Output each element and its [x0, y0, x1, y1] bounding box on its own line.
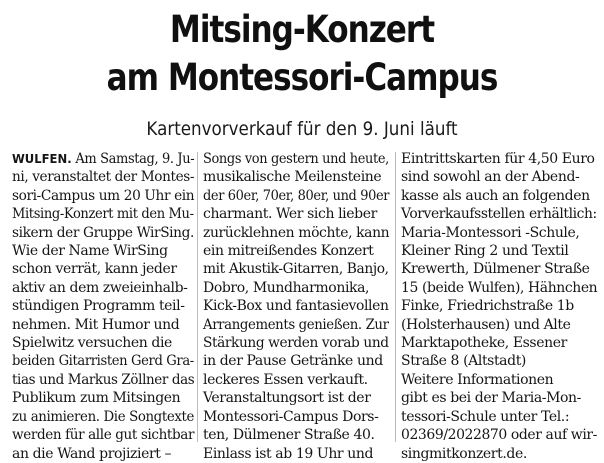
column-line: tias und Markus Zöllner das — [12, 371, 195, 388]
column-line: ni, veranstaltet der Montes- — [12, 169, 195, 186]
column-line: Wie der Name WirSing — [12, 243, 168, 260]
column-line: Songs von gestern und heute, — [203, 151, 389, 167]
column-line: singmitkonzert.de. — [401, 445, 527, 462]
column-line: Marktapotheke, Essener — [401, 335, 567, 352]
column-line: Maria-Montessori -Schule, — [401, 224, 580, 241]
column-line: zurücklehnen möchte, kann — [203, 224, 390, 241]
column-line: kasse als auch an folgenden — [401, 187, 590, 204]
column-line: gibt es bei der Maria-Mon- — [401, 390, 582, 407]
headline-line-2: am Montessori-Campus — [106, 56, 498, 99]
article-column-3 — [401, 150, 597, 463]
column-line: Kick-Box und fantasievollen — [203, 298, 389, 315]
column-line: beiden Gitarristen Gerd Gra- — [12, 353, 194, 370]
column-divider — [197, 152, 198, 442]
column-line-text: Am Samstag, 9. Ju- — [71, 151, 195, 167]
column-line: musikalische Meilensteine — [203, 169, 382, 186]
column-line: 15 (beide Wulfen), Hähnchen — [401, 279, 598, 296]
column-line: Veranstaltungsort ist der — [203, 390, 371, 407]
column-line: 02369/2022870 oder auf wir- — [401, 427, 597, 444]
column-line: ten, Dülmener Straße 40. — [203, 427, 375, 444]
column-line: Krewerth, Dülmener Straße — [401, 261, 590, 278]
column-line: Mitsing-Konzert mit den Mu- — [12, 206, 194, 223]
column-line: Kleiner Ring 2 und Textil — [401, 243, 569, 260]
column-divider — [395, 152, 396, 442]
column-line: sori-Campus um 20 Uhr ein — [12, 187, 195, 204]
column-line: aktiv an dem zweieinhalb- — [12, 279, 188, 296]
subheadline: Kartenvorverkauf für den 9. Juni läuft — [146, 118, 458, 140]
column-line: der 60er, 70er, 80er, und 90er — [203, 187, 390, 204]
column-line: charmant. Wer sich lieber — [203, 206, 377, 223]
column-line: tessori-Schule unter Tel.: — [401, 408, 570, 425]
column-line: Einlass ist ab 19 Uhr und — [203, 445, 374, 462]
column-line: Weitere Informationen — [401, 371, 554, 388]
column-line: sikern der Gruppe WirSing. — [12, 224, 194, 241]
column-line: schon verrät, kann jeder — [12, 261, 177, 278]
column-line: Arrangements genießen. Zur — [203, 316, 389, 333]
column-line: nehmen. Mit Humor und — [12, 316, 180, 333]
column-line: mit Akustik-Gitarren, Banjo, — [203, 261, 389, 278]
column-line: ein mitreißendes Konzert — [203, 243, 374, 260]
column-line: Spielwitz versuchen die — [12, 335, 172, 352]
column-line: Finke, Friedrichstraße 1b — [401, 298, 574, 315]
column-line: sind sowohl an der Abend- — [401, 169, 580, 186]
column-line: zu animieren. Die Songtexte — [12, 408, 194, 425]
article-column-1 — [12, 150, 194, 463]
column-line: (Holsterhausen) und Alte — [401, 316, 571, 333]
column-line: Eintrittskarten für 4,50 Euro — [401, 151, 595, 167]
column-line: Stärkung werden vorab und — [203, 335, 389, 352]
column-line — [12, 150, 195, 168]
column-line: leckeres Essen verkauft. — [203, 371, 368, 388]
column-line: Straße 8 (Altstadt) — [401, 353, 526, 370]
column-line: werden für alle gut sichtbar — [12, 427, 195, 444]
headline — [48, 6, 555, 102]
column-line: in der Pause Getränke und — [203, 353, 383, 370]
headline-line-1: Mitsing-Konzert — [169, 8, 435, 51]
column-line: Dobro, Mundharmonika, — [203, 279, 370, 296]
column-line: Montessori-Campus Dors- — [203, 408, 379, 425]
column-line: Vorverkaufsstellen erhältlich: — [401, 206, 597, 223]
column-line: stündigen Programm teil- — [12, 298, 185, 315]
column-line: an die Wand projiziert – — [12, 445, 172, 462]
article-column-2 — [203, 150, 389, 463]
dateline: WULFEN. — [12, 151, 72, 166]
column-line: Publikum zum Mitsingen — [12, 390, 181, 407]
